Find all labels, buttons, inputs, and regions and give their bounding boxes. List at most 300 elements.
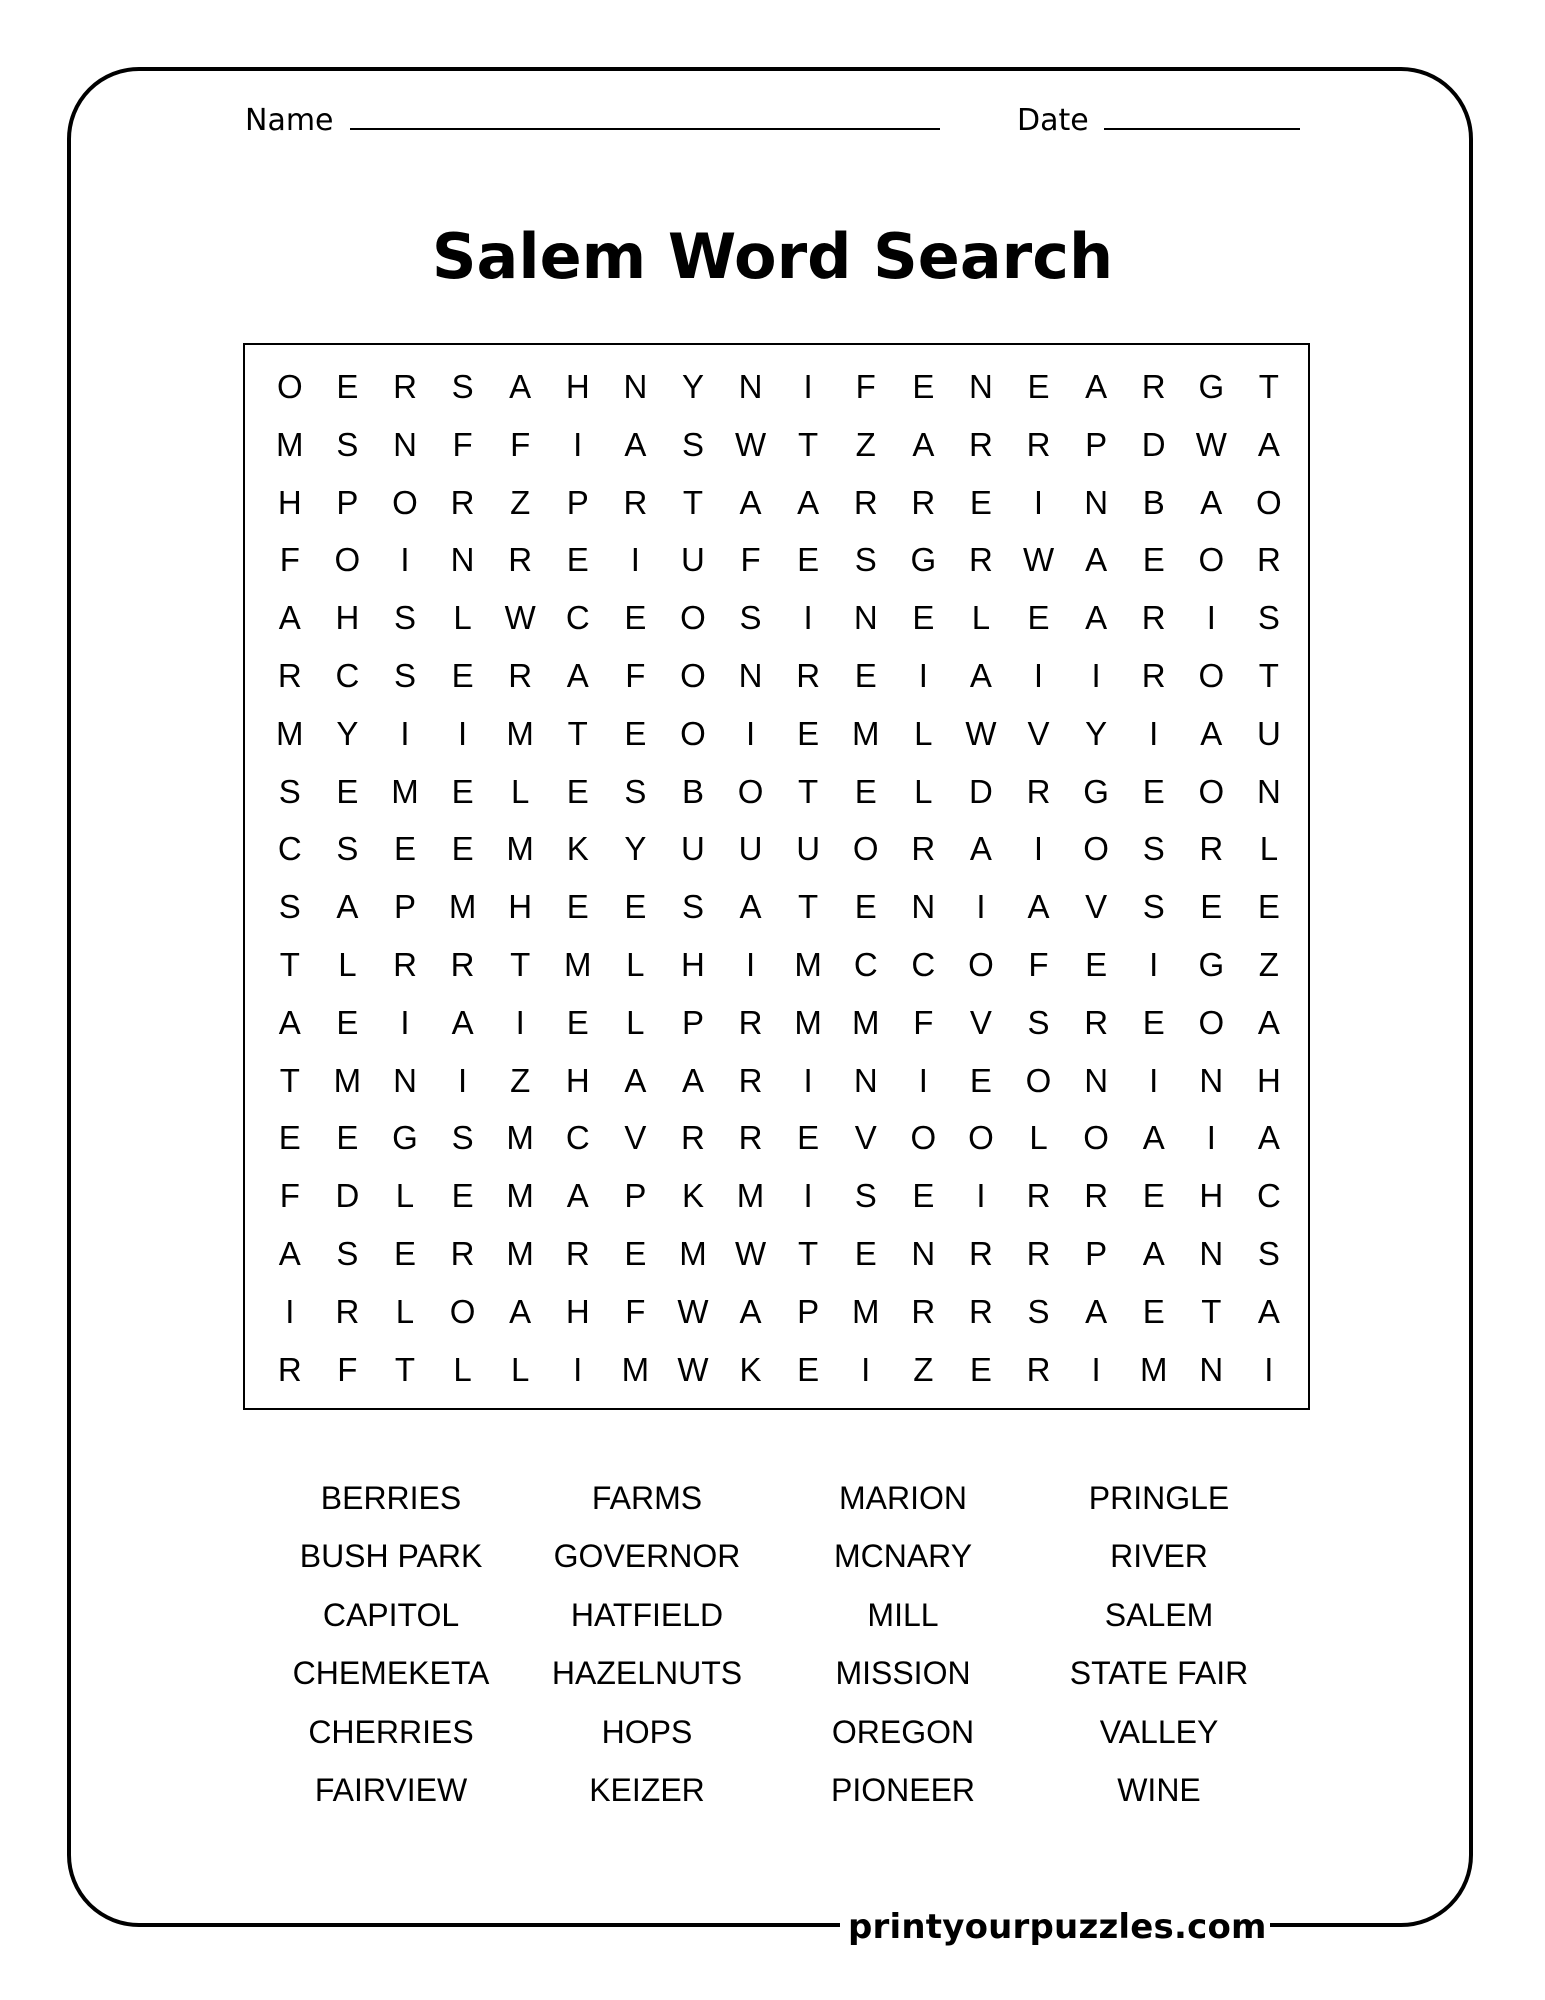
grid-letter[interactable]: O [1025,1061,1052,1099]
grid-letter[interactable]: Y [1085,714,1108,752]
grid-letter[interactable]: S [1142,830,1165,868]
grid-letter[interactable]: W [504,599,536,637]
grid-letter[interactable]: I [573,1350,583,1388]
grid-letter[interactable]: R [738,1119,763,1157]
grid-letter[interactable]: P [624,1177,647,1215]
grid-letter[interactable]: O [334,541,361,579]
grid-letter[interactable]: C [1256,1177,1281,1215]
grid-letter[interactable]: E [854,888,877,926]
grid-letter[interactable]: T [394,1350,416,1388]
grid-letter[interactable]: Z [510,483,531,521]
grid-letter[interactable]: T [510,945,531,983]
grid-letter[interactable]: R [450,483,475,521]
grid-letter[interactable]: W [734,425,767,463]
grid-letter[interactable]: E [336,772,359,810]
grid-letter[interactable]: W [1195,425,1227,463]
grid-letter[interactable]: E [797,1350,820,1388]
grid-letter[interactable]: N [911,1234,936,1272]
grid-letter[interactable]: E [1257,888,1280,926]
grid-letter[interactable]: M [851,1003,880,1041]
grid-letter[interactable]: A [1085,1292,1108,1330]
grid-letter[interactable]: N [623,368,648,405]
grid-letter[interactable]: E [1142,1177,1165,1215]
grid-letter[interactable]: W [965,714,997,752]
grid-letter[interactable]: A [739,1292,762,1330]
grid-letter[interactable]: R [911,830,936,868]
grid-letter[interactable]: R [1141,368,1166,405]
grid-letter[interactable]: L [1029,1119,1048,1157]
grid-letter[interactable]: T [798,425,819,463]
grid-letter[interactable]: N [969,368,993,405]
grid-letter[interactable]: F [855,368,876,405]
grid-letter[interactable]: F [740,541,761,579]
grid-letter[interactable]: N [393,425,417,463]
grid-letter[interactable]: N [1199,1234,1224,1272]
grid-letter[interactable]: F [625,1292,646,1330]
grid-letter[interactable]: F [452,425,473,463]
grid-letter[interactable]: S [854,1177,877,1215]
grid-letter[interactable]: E [566,888,589,926]
grid-letter[interactable]: R [450,945,475,983]
grid-letter[interactable]: I [745,945,756,983]
grid-letter[interactable]: I [285,1292,295,1330]
grid-letter[interactable]: S [393,656,416,694]
grid-letter[interactable]: L [914,714,933,752]
grid-letter[interactable]: S [278,772,301,810]
grid-letter[interactable]: N [1084,1061,1109,1099]
grid-letter[interactable]: S [681,425,704,463]
grid-letter[interactable]: N [738,368,763,405]
grid-letter[interactable]: I [803,1061,813,1099]
grid-letter[interactable]: E [336,368,359,405]
grid-letter[interactable]: M [506,1177,534,1215]
grid-letter[interactable]: D [335,1177,360,1215]
grid-letter[interactable]: I [803,1177,813,1215]
grid-letter[interactable]: V [1085,888,1108,926]
grid-letter[interactable]: A [1257,425,1280,463]
grid-letter[interactable]: R [1084,1003,1109,1041]
date-line[interactable] [1104,128,1300,130]
grid-letter[interactable]: I [918,1061,928,1099]
grid-letter[interactable]: R [738,1061,763,1099]
grid-letter[interactable]: O [1198,772,1225,810]
grid-letter[interactable]: P [1085,425,1108,463]
grid-letter[interactable]: E [624,888,647,926]
grid-letter[interactable]: M [333,1061,362,1099]
grid-letter[interactable]: I [457,1061,468,1099]
grid-letter[interactable]: C [565,1119,590,1157]
grid-letter[interactable]: B [1142,483,1165,521]
grid-letter[interactable]: E [278,1119,301,1157]
grid-letter[interactable]: R [335,1292,360,1330]
grid-letter[interactable]: Y [624,830,647,868]
grid-letter[interactable]: T [1258,368,1279,405]
grid-letter[interactable]: D [1141,425,1166,463]
grid-letter[interactable]: F [337,1350,358,1388]
grid-letter[interactable]: E [1142,541,1165,579]
grid-letter[interactable]: S [336,1234,359,1272]
grid-letter[interactable]: N [853,599,878,637]
grid-letter[interactable]: L [510,1350,530,1388]
grid-letter[interactable]: I [630,541,640,579]
grid-letter[interactable]: B [681,772,704,810]
grid-letter[interactable]: R [853,483,878,521]
grid-letter[interactable]: L [1259,830,1279,868]
grid-letter[interactable]: C [335,656,360,694]
grid-letter[interactable]: E [336,1003,359,1041]
grid-letter[interactable]: L [453,1350,472,1388]
grid-letter[interactable]: A [1142,1234,1165,1272]
grid-letter[interactable]: O [1083,830,1109,868]
grid-letter[interactable]: E [1142,1292,1165,1330]
grid-letter[interactable]: R [1026,772,1051,810]
grid-letter[interactable]: E [969,1350,992,1388]
grid-letter[interactable]: F [625,656,646,694]
grid-letter[interactable]: N [393,1061,417,1099]
grid-letter[interactable]: R [1026,425,1051,463]
grid-letter[interactable]: U [738,830,763,868]
grid-letter[interactable]: P [681,1003,704,1041]
grid-letter[interactable]: C [853,945,878,983]
grid-letter[interactable]: C [911,945,936,983]
grid-letter[interactable]: T [279,945,300,983]
grid-letter[interactable]: O [910,1119,937,1157]
grid-letter[interactable]: M [564,945,592,983]
grid-letter[interactable]: H [1256,1061,1281,1099]
grid-letter[interactable]: M [276,425,304,463]
grid-letter[interactable]: I [400,541,410,579]
grid-letter[interactable]: A [681,1061,704,1099]
grid-letter[interactable]: M [391,772,419,810]
grid-letter[interactable]: U [796,830,821,868]
grid-letter[interactable]: O [680,599,706,637]
grid-letter[interactable]: T [798,772,819,810]
grid-letter[interactable]: T [279,1061,300,1099]
grid-letter[interactable]: F [279,541,300,579]
grid-letter[interactable]: E [912,368,935,405]
grid-letter[interactable]: M [736,1177,765,1215]
grid-letter[interactable]: M [448,888,477,926]
grid-letter[interactable]: S [854,541,877,579]
grid-letter[interactable]: O [392,483,418,521]
grid-letter[interactable]: N [1199,1350,1224,1388]
grid-letter[interactable]: S [451,368,474,405]
grid-letter[interactable]: M [851,1292,880,1330]
grid-letter[interactable]: H [565,1061,590,1099]
grid-letter[interactable]: W [734,1234,767,1272]
grid-letter[interactable]: R [1026,1350,1051,1388]
grid-letter[interactable]: S [1257,599,1280,637]
grid-letter[interactable]: P [393,888,416,926]
grid-letter[interactable]: N [450,541,475,579]
grid-letter[interactable]: H [277,483,302,521]
grid-letter[interactable]: A [566,1177,589,1215]
grid-letter[interactable]: G [1198,945,1225,983]
grid-letter[interactable]: E [969,1061,992,1099]
grid-letter[interactable]: A [624,1061,647,1099]
grid-letter[interactable]: A [1257,1292,1280,1330]
grid-letter[interactable]: E [451,1177,474,1215]
grid-letter[interactable]: N [853,1061,878,1099]
grid-letter[interactable]: A [739,483,762,521]
grid-letter[interactable]: P [566,483,589,521]
grid-letter[interactable]: I [573,425,583,463]
grid-letter[interactable]: T [682,483,704,521]
grid-letter[interactable]: O [680,656,706,694]
grid-letter[interactable]: E [393,1234,416,1272]
grid-letter[interactable]: R [1256,541,1281,579]
grid-letter[interactable]: R [1141,599,1166,637]
grid-letter[interactable]: L [453,599,472,637]
grid-letter[interactable]: K [566,830,589,868]
grid-letter[interactable]: I [1206,1119,1216,1157]
grid-letter[interactable]: E [451,772,474,810]
grid-letter[interactable]: N [1084,483,1109,521]
grid-letter[interactable]: E [1142,772,1165,810]
grid-letter[interactable]: U [681,541,705,579]
grid-letter[interactable]: E [1027,599,1050,637]
grid-letter[interactable]: A [1200,483,1223,521]
grid-letter[interactable]: R [393,945,417,983]
grid-letter[interactable]: O [276,368,303,405]
grid-letter[interactable]: S [278,888,301,926]
grid-letter[interactable]: A [1257,1119,1280,1157]
grid-letter[interactable]: R [565,1234,590,1272]
grid-letter[interactable]: E [1142,1003,1165,1041]
grid-letter[interactable]: N [1199,1061,1224,1099]
grid-letter[interactable]: G [1198,368,1225,405]
grid-letter[interactable]: T [1201,1292,1222,1330]
grid-letter[interactable]: I [861,1350,871,1388]
name-line[interactable] [350,128,940,130]
grid-letter[interactable]: A [278,599,301,637]
grid-letter[interactable]: H [565,368,590,405]
grid-letter[interactable]: F [1028,945,1049,983]
grid-letter[interactable]: O [737,772,764,810]
grid-letter[interactable]: M [506,1119,534,1157]
grid-letter[interactable]: A [969,830,992,868]
grid-letter[interactable]: L [395,1292,415,1330]
grid-letter[interactable]: S [681,888,704,926]
grid-letter[interactable]: E [451,830,474,868]
grid-letter[interactable]: A [1257,1003,1280,1041]
grid-letter[interactable]: I [1206,599,1216,637]
grid-letter[interactable]: O [1198,656,1225,694]
grid-letter[interactable]: G [392,1119,418,1157]
grid-letter[interactable]: O [449,1292,476,1330]
grid-letter[interactable]: I [457,714,468,752]
grid-letter[interactable]: A [278,1234,301,1272]
grid-letter[interactable]: E [854,656,877,694]
grid-letter[interactable]: L [626,945,645,983]
grid-letter[interactable]: E [912,1177,935,1215]
grid-letter[interactable]: E [1085,945,1108,983]
grid-letter[interactable]: L [914,772,933,810]
grid-letter[interactable]: L [395,1177,415,1215]
grid-letter[interactable]: C [277,830,302,868]
grid-letter[interactable]: F [279,1177,300,1215]
grid-letter[interactable]: L [971,599,991,637]
grid-letter[interactable]: R [738,1003,763,1041]
grid-letter[interactable]: L [626,1003,645,1041]
grid-letter[interactable]: I [400,1003,410,1041]
grid-letter[interactable]: E [969,483,992,521]
grid-letter[interactable]: R [1026,1234,1051,1272]
grid-letter[interactable]: Z [855,425,876,463]
grid-letter[interactable]: E [854,772,877,810]
grid-letter[interactable]: I [1091,1350,1101,1388]
grid-letter[interactable]: R [1026,1177,1051,1215]
grid-letter[interactable]: A [912,425,935,463]
grid-letter[interactable]: E [624,714,647,752]
grid-letter[interactable]: E [566,1003,589,1041]
grid-letter[interactable]: E [624,1234,647,1272]
grid-letter[interactable]: R [623,483,648,521]
grid-letter[interactable]: R [277,1350,302,1388]
grid-letter[interactable]: E [912,599,935,637]
grid-letter[interactable]: A [624,425,647,463]
grid-letter[interactable]: M [506,1234,534,1272]
grid-letter[interactable]: E [566,772,589,810]
grid-letter[interactable]: E [1027,368,1050,405]
grid-letter[interactable]: R [277,656,302,694]
grid-letter[interactable]: T [798,888,819,926]
grid-letter[interactable]: W [677,1350,709,1388]
grid-letter[interactable]: R [969,425,993,463]
grid-letter[interactable]: I [400,714,410,752]
grid-letter[interactable]: E [797,541,820,579]
grid-letter[interactable]: I [1033,483,1044,521]
grid-letter[interactable]: E [566,541,589,579]
grid-letter[interactable]: V [854,1119,877,1157]
grid-letter[interactable]: M [794,1003,822,1041]
grid-letter[interactable]: M [679,1234,707,1272]
grid-letter[interactable]: M [276,714,304,752]
grid-letter[interactable]: T [1258,656,1279,694]
grid-letter[interactable]: E [1200,888,1223,926]
grid-letter[interactable]: I [1149,714,1159,752]
grid-letter[interactable]: I [1033,830,1044,868]
grid-letter[interactable]: S [1142,888,1165,926]
grid-letter[interactable]: R [1084,1177,1109,1215]
grid-letter[interactable]: V [1027,714,1050,752]
grid-letter[interactable]: I [745,714,756,752]
grid-letter[interactable]: P [797,1292,820,1330]
grid-letter[interactable]: C [565,599,590,637]
grid-letter[interactable]: R [508,656,533,694]
grid-letter[interactable]: Z [913,1350,934,1388]
grid-letter[interactable]: E [624,599,647,637]
grid-letter[interactable]: I [803,368,813,405]
grid-letter[interactable]: E [451,656,474,694]
grid-letter[interactable]: E [854,1234,877,1272]
grid-letter[interactable]: N [911,888,936,926]
grid-letter[interactable]: O [1083,1119,1109,1157]
grid-letter[interactable]: I [918,656,928,694]
grid-letter[interactable]: Z [1258,945,1279,983]
grid-letter[interactable]: R [681,1119,705,1157]
grid-letter[interactable]: M [794,945,822,983]
grid-letter[interactable]: M [851,714,880,752]
grid-letter[interactable]: A [278,1003,301,1041]
grid-letter[interactable]: I [976,888,986,926]
grid-letter[interactable]: A [1142,1119,1165,1157]
grid-letter[interactable]: H [565,1292,590,1330]
grid-letter[interactable]: O [852,830,879,868]
grid-letter[interactable]: R [969,1292,993,1330]
grid-letter[interactable]: E [797,714,820,752]
grid-letter[interactable]: A [1085,368,1108,405]
grid-letter[interactable]: D [969,772,993,810]
grid-letter[interactable]: L [338,945,357,983]
grid-letter[interactable]: I [1149,1061,1159,1099]
grid-letter[interactable]: S [624,772,647,810]
grid-letter[interactable]: I [1149,945,1159,983]
grid-letter[interactable]: P [336,483,359,521]
grid-letter[interactable]: K [739,1350,762,1388]
grid-letter[interactable]: V [969,1003,992,1041]
grid-letter[interactable]: A [969,656,992,694]
grid-letter[interactable]: Y [681,368,704,405]
grid-letter[interactable]: M [1139,1350,1168,1388]
grid-letter[interactable]: P [1085,1234,1108,1272]
grid-letter[interactable]: S [739,599,762,637]
grid-letter[interactable]: I [976,1177,986,1215]
grid-letter[interactable]: A [509,1292,532,1330]
grid-letter[interactable]: R [508,541,533,579]
grid-letter[interactable]: F [510,425,531,463]
grid-letter[interactable]: S [451,1119,474,1157]
grid-letter[interactable]: R [1199,830,1224,868]
grid-letter[interactable]: R [969,541,993,579]
grid-letter[interactable]: A [1027,888,1050,926]
grid-letter[interactable]: S [336,425,359,463]
grid-letter[interactable]: O [1256,483,1282,521]
grid-letter[interactable]: N [738,656,763,694]
grid-letter[interactable]: E [393,830,416,868]
grid-letter[interactable]: O [968,1119,994,1157]
grid-letter[interactable]: H [1199,1177,1224,1215]
grid-letter[interactable]: G [1083,772,1109,810]
grid-letter[interactable]: I [1264,1350,1274,1388]
grid-letter[interactable]: A [451,1003,474,1041]
grid-letter[interactable]: A [566,656,589,694]
grid-letter[interactable]: Z [510,1061,531,1099]
grid-letter[interactable]: H [681,945,705,983]
grid-letter[interactable]: T [567,714,588,752]
grid-letter[interactable]: R [969,1234,993,1272]
grid-letter[interactable]: S [1257,1234,1280,1272]
grid-letter[interactable]: F [913,1003,934,1041]
grid-letter[interactable]: R [1141,656,1166,694]
grid-letter[interactable]: E [336,1119,359,1157]
grid-letter[interactable]: M [506,830,534,868]
grid-letter[interactable]: V [624,1119,647,1157]
grid-letter[interactable]: R [911,1292,936,1330]
grid-letter[interactable]: O [1198,541,1225,579]
grid-letter[interactable]: L [510,772,530,810]
grid-letter[interactable]: M [506,714,534,752]
grid-letter[interactable]: S [336,830,359,868]
grid-letter[interactable]: S [1027,1003,1050,1041]
grid-letter[interactable]: W [1022,541,1055,579]
grid-letter[interactable]: A [1085,599,1108,637]
grid-letter[interactable]: O [1198,1003,1225,1041]
grid-letter[interactable]: A [739,888,762,926]
grid-letter[interactable]: I [1033,656,1044,694]
grid-letter[interactable]: O [968,945,994,983]
grid-letter[interactable]: I [1091,656,1101,694]
